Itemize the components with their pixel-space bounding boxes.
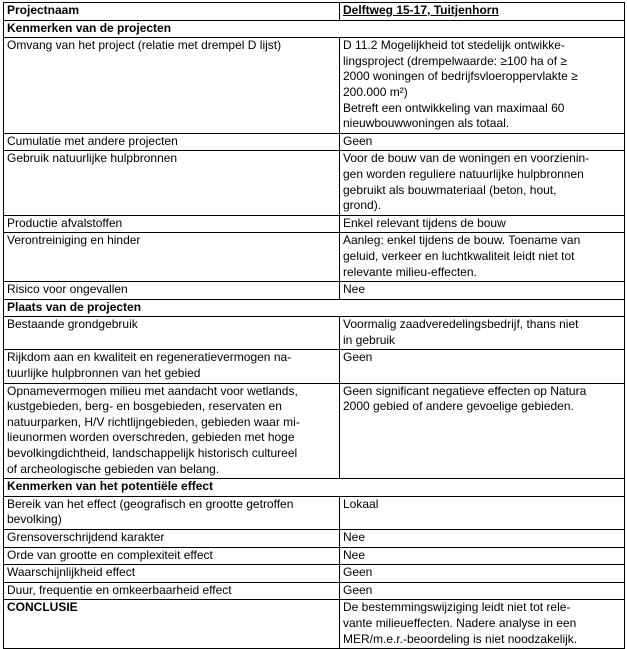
row-value: Nee — [340, 547, 625, 565]
row-label: Rijkdom aan en kwaliteit en regeneratievermogen na- tuurlijke hulpbronnen van het gebied — [4, 350, 340, 383]
section-title: Kenmerken van het potentiële effect — [4, 479, 625, 497]
conclusion-row — [4, 600, 625, 649]
document-page — [3, 2, 625, 649]
row-value: Enkel relevant tijdens de bouw — [340, 215, 625, 233]
section-title: Plaats van de projecten — [4, 299, 625, 317]
conclusion-value: De bestemmingswijziging leidt niet tot rele- vante milieueffecten. Nadere analyse in een MER/m.e.r.-beoordeling is niet noodzakelijk. — [340, 600, 625, 649]
section-header-row — [4, 20, 625, 38]
row-label: Verontreiniging en hinder — [4, 233, 340, 282]
row-label: Omvang van het project (relatie met drempel D lijst) — [4, 38, 340, 134]
row-value: Nee — [340, 282, 625, 300]
conclusion-label: CONCLUSIE — [4, 600, 340, 649]
table-row — [4, 215, 625, 233]
section-header-row — [4, 299, 625, 317]
row-value: Geen — [340, 133, 625, 151]
row-label: Cumulatie met andere projecten — [4, 133, 340, 151]
row-label: Bestaande grondgebruik — [4, 317, 340, 350]
row-label: Opnamevermogen milieu met aandacht voor wetlands, kustgebieden, berg- en bosgebieden, reservaten en natuurparken, H/V richtlijngebieden, gebieden waar mi- lieunormen worden overschreden, gebieden met hoge bevolkingdichtheid, landschappelijk historisch cultureel of archeologische gebieden van belang. — [4, 383, 340, 479]
header-project-name-label: Projectnaam — [4, 3, 340, 21]
row-value: Voor de bouw van de woningen en voorzienin- gen worden reguliere natuurlijke hulpbronnen gebruikt als bouwmateriaal (beton, hout, grond). — [340, 151, 625, 215]
row-value: Geen — [340, 582, 625, 600]
row-label: Duur, frequentie en omkeerbaarheid effect — [4, 582, 340, 600]
row-label: Gebruik natuurlijke hulpbronnen — [4, 151, 340, 215]
table-row — [4, 350, 625, 383]
table-row — [4, 282, 625, 300]
section-title: Kenmerken van de projecten — [4, 20, 625, 38]
table-row — [4, 582, 625, 600]
row-value: Aanleg: enkel tijdens de bouw. Toename van geluid, verkeer en luchtkwaliteit leidt niet tot relevante milieu-effecten. — [340, 233, 625, 282]
row-label: Waarschijnlijkheid effect — [4, 565, 340, 583]
table-row — [4, 151, 625, 215]
header-row — [4, 3, 625, 21]
table-row — [4, 133, 625, 151]
table-row — [4, 530, 625, 548]
table-row — [4, 383, 625, 479]
table-row — [4, 496, 625, 529]
table-row — [4, 547, 625, 565]
table-row — [4, 233, 625, 282]
row-label: Bereik van het effect (geografisch en grootte getroffen bevolking) — [4, 496, 340, 529]
row-value: Geen — [340, 350, 625, 383]
header-project-name-value: Delftweg 15-17, Tuitjenhorn — [340, 3, 625, 21]
row-value: Lokaal — [340, 496, 625, 529]
row-value: Geen — [340, 565, 625, 583]
table-row — [4, 317, 625, 350]
row-value: Voormalig zaadveredelingsbedrijf, thans niet in gebruik — [340, 317, 625, 350]
row-label: Grensoverschrijdend karakter — [4, 530, 340, 548]
row-value: D 11.2 Mogelijkheid tot stedelijk ontwikke- lingsproject (drempelwaarde: ≥100 ha of ≥ 2000 woningen of bedrijfsvloeroppervlakte ≥ 200.000 m²) Betreft een ontwikkeling van maximaal 60 nieuwbouwwoningen als totaal. — [340, 38, 625, 134]
row-value: Nee — [340, 530, 625, 548]
row-label: Orde van grootte en complexiteit effect — [4, 547, 340, 565]
assessment-table — [3, 2, 625, 649]
row-label: Risico voor ongevallen — [4, 282, 340, 300]
section-header-row — [4, 479, 625, 497]
table-row — [4, 38, 625, 134]
row-label: Productie afvalstoffen — [4, 215, 340, 233]
row-value: Geen significant negatieve effecten op Natura 2000 gebied of andere gevoelige gebieden. — [340, 383, 625, 479]
table-row — [4, 565, 625, 583]
